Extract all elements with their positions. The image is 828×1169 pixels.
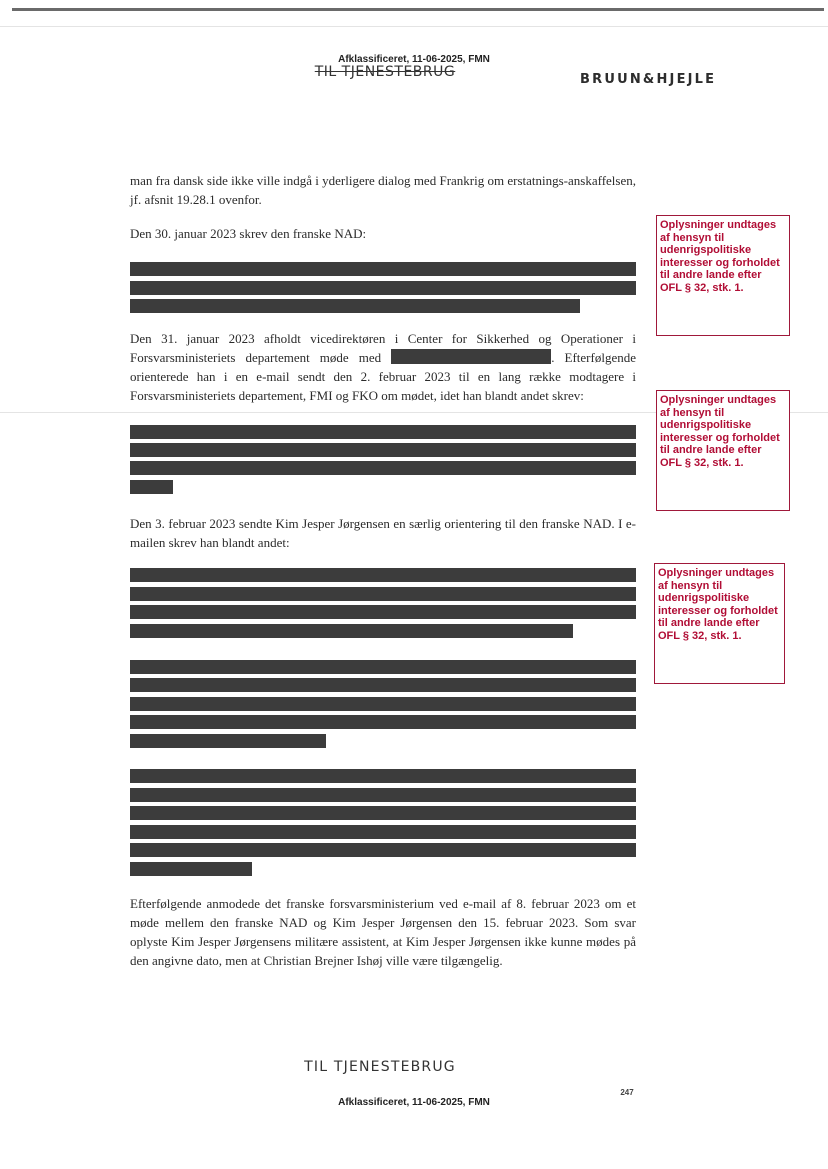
redaction-bar [130,624,573,638]
redaction-bar [130,461,636,475]
redaction-bar [130,788,636,802]
paragraph-feb8: Efterfølgende anmodede det franske forsvarsministerium ved e-mail af 8. februar 2023 om et møde mellem den franske NAD og Kim Jesper Jørgensen den 15. februar 2023. Som svar oplyste Kim Jesper Jørgensens militære assistent, at Kim Jesper Jørgensen ikke kunne mødes på den angivne dato, men at Christian Brejner Ishøj ville være tilgængelig. [130,896,636,968]
page-number: 247 [620,1088,634,1097]
redaction-bar [130,262,636,276]
declassified-stamp-bottom: Afklassificeret, 11-06-2025, FMN [338,1097,490,1108]
paragraph-jan30: Den 30. januar 2023 skrev den franske NAD: [130,226,367,241]
redaction-bar [130,299,580,313]
paragraph-dialog: man fra dansk side ikke ville indgå i yderligere dialog med Frankrig om erstatnings-anskaffelsen, jf. afsnit 19.28.1 ovenfor. [130,173,636,207]
redaction-bar [130,660,636,674]
brand-logo: BRUUN&HJEJLE [580,72,717,87]
redaction-bar [130,568,636,582]
scan-artifact-line [0,26,828,27]
paragraph-feb3: Den 3. februar 2023 sendte Kim Jesper Jørgensen en særlig orientering til den franske NAD. I e-mailen skrev han blandt andet: [130,516,636,550]
redaction-bar [130,734,326,748]
paragraph-jan31-before: Den 31. januar 2023 afholdt vicedirektøren i Center for Sikkerhed og Operationer i Forsvarsministeriets departement møde med [130,331,636,365]
scan-top-border [12,8,824,11]
redaction-bar [130,862,252,876]
redaction-reason-note: Oplysninger undtages af hensyn til udenrigspolitiske interesser og forholdet til andre lande efter OFL § 32, stk. 1. [656,390,790,511]
redaction-bar [130,715,636,729]
classification-header: TIL TJENESTEBRUG [314,64,456,80]
redaction-bar [130,605,636,619]
redaction-bar [130,425,636,439]
redaction-inline [391,349,551,364]
paragraph-jan31 [130,329,636,405]
redaction-bar [130,281,636,295]
redaction-bar [130,806,636,820]
redaction-bar [130,678,636,692]
redaction-reason-note: Oplysninger undtages af hensyn til udenrigspolitiske interesser og forholdet til andre lande efter OFL § 32, stk. 1. [654,563,785,684]
classification-footer: TIL TJENESTEBRUG [304,1059,456,1075]
redaction-reason-note: Oplysninger undtages af hensyn til udenrigspolitiske interesser og forholdet til andre lande efter OFL § 32, stk. 1. [656,215,790,336]
redaction-bar [130,697,636,711]
redaction-bar [130,443,636,457]
declassified-stamp-top: Afklassificeret, 11-06-2025, FMN [338,54,490,65]
redaction-bar [130,587,636,601]
redaction-bar [130,480,173,494]
redaction-bar [130,769,636,783]
redaction-bar [130,825,636,839]
redaction-bar [130,843,636,857]
paragraph-jan31-after: . Efterfølgende orienterede han i en e-mail sendt den 2. februar 2023 til en lang række modtagere i Forsvarsministeriets departement, FMI og FKO om mødet, idet han blandt andet skrev: [130,350,636,403]
